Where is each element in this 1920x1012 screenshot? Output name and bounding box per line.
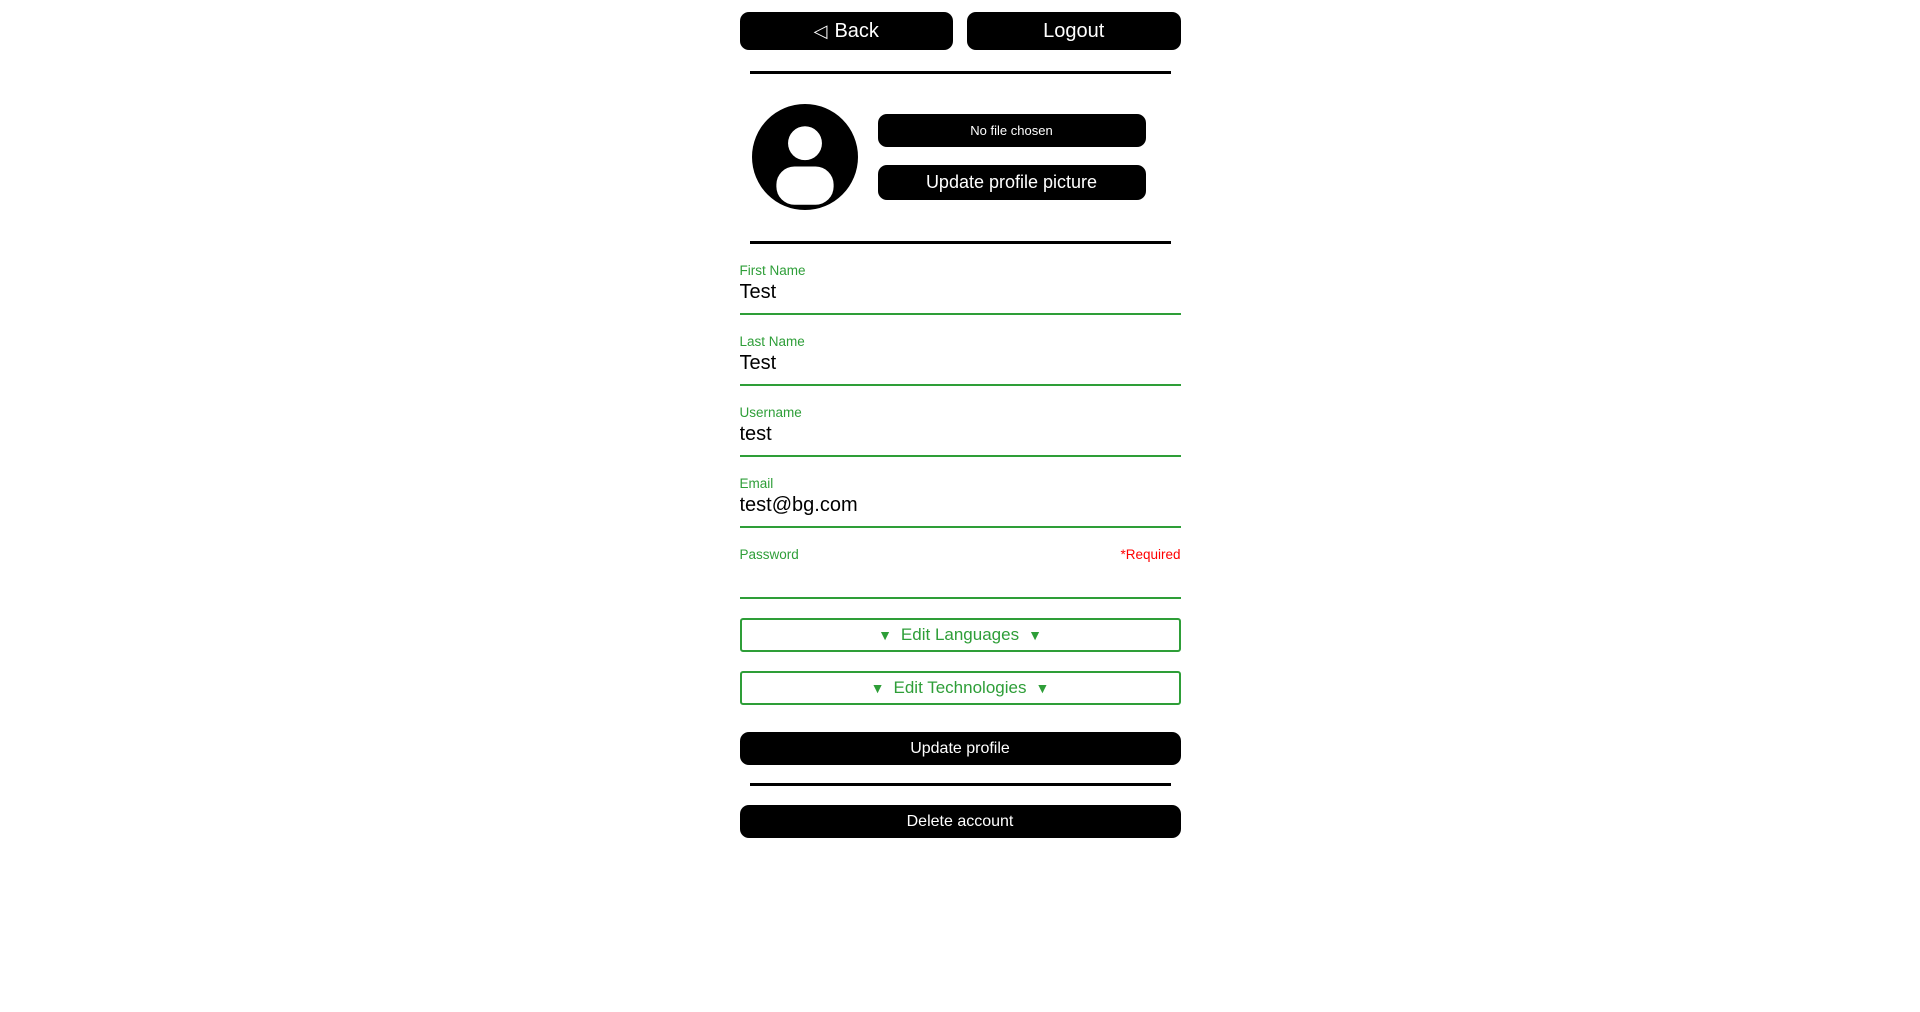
email-label: Email — [739, 476, 774, 491]
edit-languages-label: Edit Languages — [900, 625, 1020, 644]
top-button-row — [740, 12, 1181, 50]
password-field — [740, 547, 1181, 599]
first-name-label: First Name — [739, 263, 806, 278]
update-profile-button[interactable] — [740, 732, 1181, 765]
update-profile-label: Update profile — [910, 739, 1010, 757]
profile-picture-section — [740, 104, 1181, 210]
chevron-down-icon: ▼ — [870, 680, 885, 696]
password-label: Password — [739, 547, 799, 562]
divider-top — [750, 71, 1171, 74]
chevron-down-icon: ▼ — [1035, 680, 1050, 696]
avatar-icon — [752, 104, 858, 210]
first-name-input[interactable] — [740, 278, 1181, 313]
back-button-label: Back — [834, 19, 879, 42]
delete-account-button[interactable] — [740, 805, 1181, 838]
chevron-down-icon: ▼ — [878, 627, 892, 643]
divider-before-delete — [750, 783, 1171, 786]
username-input[interactable] — [740, 420, 1181, 455]
username-label: Username — [739, 405, 802, 420]
last-name-field — [740, 334, 1181, 386]
edit-technologies-label: Edit Technologies — [893, 678, 1027, 697]
email-field — [740, 476, 1181, 528]
main-column — [740, 0, 1181, 838]
update-picture-button[interactable] — [878, 165, 1146, 200]
first-name-field — [740, 263, 1181, 315]
chevron-down-icon: ▼ — [1028, 627, 1042, 643]
update-picture-label: Update profile picture — [925, 172, 1098, 192]
file-input-button[interactable] — [878, 114, 1146, 147]
required-badge: *Required — [1120, 547, 1181, 562]
email-input[interactable] — [740, 491, 1181, 526]
back-triangle-icon: ◁ — [813, 21, 828, 41]
password-input[interactable] — [740, 562, 1181, 597]
last-name-input[interactable] — [740, 349, 1181, 384]
edit-languages-button[interactable] — [740, 618, 1181, 652]
delete-account-label: Delete account — [906, 812, 1014, 830]
file-input-label: No file chosen — [970, 123, 1053, 138]
username-field — [740, 405, 1181, 457]
back-button[interactable] — [740, 12, 954, 50]
edit-technologies-button[interactable] — [740, 671, 1181, 705]
logout-button[interactable] — [967, 12, 1181, 50]
logout-button-label: Logout — [1043, 19, 1105, 42]
picture-button-stack — [878, 114, 1146, 200]
divider-after-picture — [750, 241, 1171, 244]
last-name-label: Last Name — [739, 334, 805, 349]
